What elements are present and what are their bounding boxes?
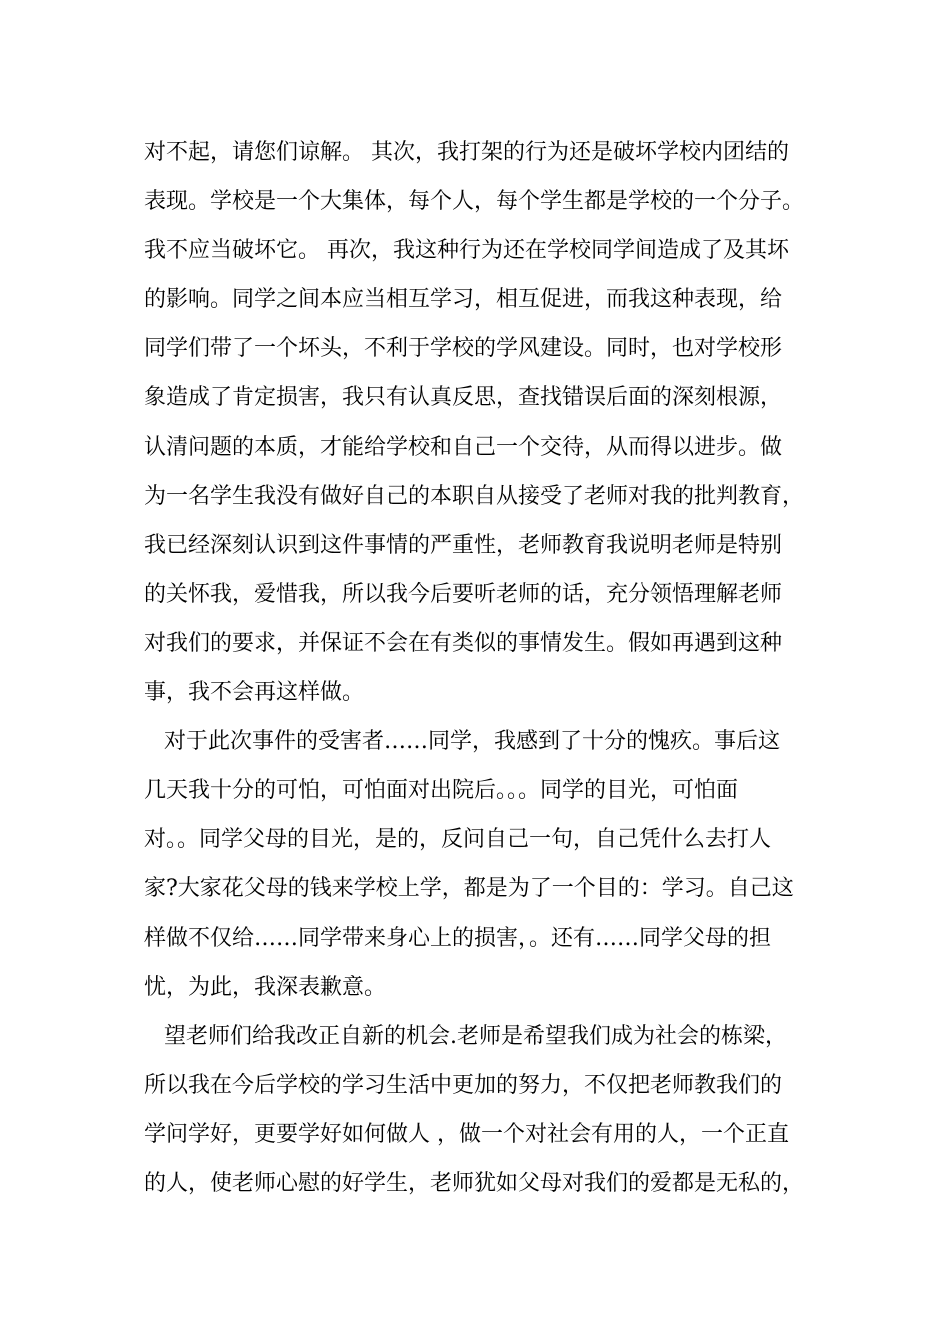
text-line: 同学们带了一个坏头，不利于学校的学风建设。同时，也对学校形 [144,336,783,362]
paragraph-start-line: 望老师们给我改正自新的机会.老师是希望我们成为社会的栋梁， [164,1023,787,1049]
text-line: 对我们的要求，并保证不会在有类似的事情发生。假如再遇到这种 [144,630,783,656]
text-line: 几天我十分的可怕，可怕面对出院后。。。同学的目光，可怕面 [144,778,739,804]
text-line: 象造成了肯定损害，我只有认真反思，查找错误后面的深刻根源， [144,385,783,411]
text-line: 所以我在今后学校的学习生活中更加的努力，不仅把老师教我们的 [144,1072,783,1098]
text-line: 认清问题的本质，才能给学校和自己一个交待，从而得以进步。做 [144,434,783,460]
text-line: 的关怀我，爱惜我，所以我今后要听老师的话，充分领悟理解老师 [144,581,783,607]
text-line: 学问学好，更要学好如何做人 ，做一个对社会有用的人，一个正直 [144,1121,789,1147]
text-line: 的人，使老师心慰的好学生，老师犹如父母对我们的爱都是无私的， [144,1170,805,1196]
text-line: 为一名学生我没有做好自己的本职自从接受了老师对我的批判教育， [144,483,805,509]
text-line: 对。。同学父母的目光，是的，反问自己一句，自己凭什么去打人 [144,827,772,853]
text-line: 的影响。同学之间本应当相互学习，相互促进，而我这种表现，给 [144,287,783,313]
text-line: 事，我不会再这样做。 [144,680,365,706]
text-line: 我不应当破坏它。 再次，我这种行为还在学校同学间造成了及其坏 [144,238,789,264]
text-line: 样做不仅给……同学带来身心上的损害，。还有……同学父母的担 [144,925,772,951]
paragraph-start-line: 对于此次事件的受害者……同学，我感到了十分的愧疚。事后这 [164,729,781,755]
text-line: 对不起，请您们谅解。 其次，我打架的行为还是破坏学校内团结的 [144,140,789,165]
text-line: 表现。学校是一个大集体，每个人，每个学生都是学校的一个分子。 [144,189,805,215]
text-line: 家?大家花父母的钱来学校上学，都是为了一个目的：学习。自己这 [144,876,794,902]
text-line: 忧，为此，我深表歉意。 [144,974,387,1000]
text-line: 我已经深刻认识到这件事情的严重性，老师教育我说明老师是特别 [144,532,783,558]
document-body [144,128,834,1208]
